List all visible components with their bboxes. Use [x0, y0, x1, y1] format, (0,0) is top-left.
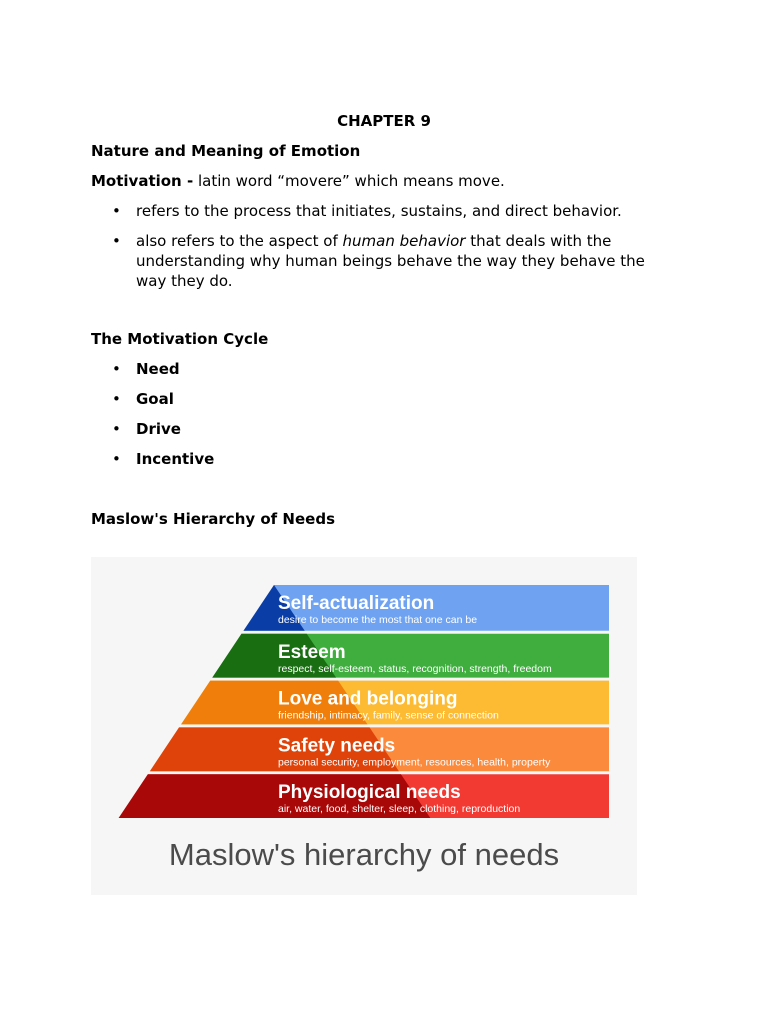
bullet-marker: •	[112, 450, 121, 468]
bullet-item-2	[136, 231, 656, 291]
bullet-marker: •	[112, 232, 121, 250]
chapter-title: CHAPTER 9	[337, 112, 431, 130]
cycle-item-goal: Goal	[136, 390, 174, 408]
section-heading-motivation-cycle: The Motivation Cycle	[91, 330, 269, 348]
section-heading-maslow: Maslow's Hierarchy of Needs	[91, 510, 335, 528]
bullet-2-text-b: that deals with the understanding why human beings behave the way they behave the way they do.	[136, 232, 645, 290]
bullet-item-1: refers to the process that initiates, sustains, and direct behavior.	[136, 202, 622, 220]
pyramid-level-desc: respect, self-esteem, status, recognition, strength, freedom	[278, 662, 552, 675]
pyramid-level-title: Physiological needs	[278, 782, 461, 804]
pyramid-level	[243, 585, 609, 631]
motivation-def-text: latin word “movere” which means move.	[197, 172, 505, 190]
pyramid-level-title: Esteem	[278, 641, 346, 663]
cycle-item-drive: Drive	[136, 420, 181, 438]
maslow-pyramid-figure	[91, 557, 637, 895]
section-heading-emotion: Nature and Meaning of Emotion	[91, 142, 361, 160]
pyramid-level	[181, 681, 609, 725]
bullet-marker: •	[112, 360, 121, 378]
pyramid-level-title: Love and belonging	[278, 688, 458, 710]
pyramid-level-title: Self-actualization	[278, 593, 435, 614]
pyramid-level-desc: air, water, food, shelter, sleep, clothing, reproduction	[278, 803, 521, 816]
bullet-marker: •	[112, 202, 121, 220]
bullet-marker: •	[112, 390, 121, 408]
bullet-marker: •	[112, 420, 121, 438]
motivation-definition	[91, 172, 671, 190]
bullet-2-italic: human behavior	[342, 232, 466, 250]
pyramid-level	[212, 634, 609, 678]
cycle-item-need: Need	[136, 360, 180, 378]
pyramid-level-desc: friendship, intimacy, family, sense of connection	[278, 709, 499, 722]
pyramid-level	[119, 774, 609, 818]
pyramid-level-desc: personal security, employment, resources, health, property	[278, 756, 551, 769]
pyramid-graphic	[91, 557, 637, 827]
cycle-item-incentive: Incentive	[136, 450, 215, 468]
pyramid-level	[150, 727, 609, 771]
figure-caption: Maslow's hierarchy of needs	[168, 837, 560, 872]
pyramid-level-desc: desire to become the most that one can be	[278, 614, 478, 626]
pyramid-level-title: Safety needs	[278, 735, 396, 757]
bullet-2-text-a: also refers to the aspect of	[136, 232, 343, 250]
motivation-term: Motivation -	[91, 172, 194, 190]
